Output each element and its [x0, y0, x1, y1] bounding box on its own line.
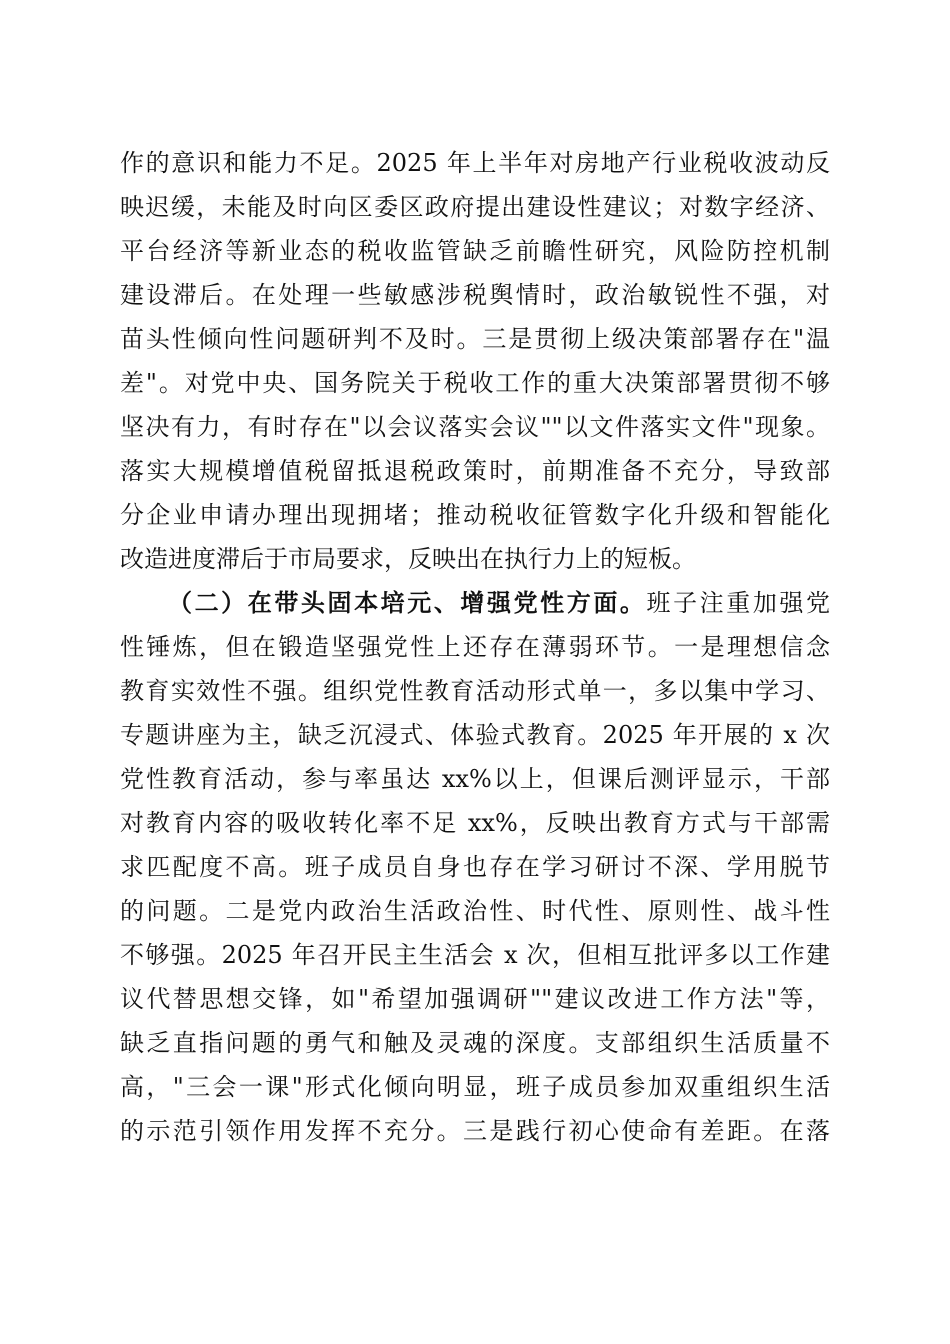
paragraph-line: 对教育内容的吸收转化率不足 xx%，反映出教育方式与干部需	[120, 809, 830, 837]
paragraph-line: 不够强。2025 年召开民主生活会 x 次，但相互批评多以工作建	[120, 941, 830, 969]
paragraph-line: 求匹配度不高。班子成员自身也存在学习研讨不深、学用脱节	[120, 853, 830, 881]
paragraph-line: 落实大规模增值税留抵退税政策时，前期准备不充分，导致部	[120, 457, 830, 485]
paragraph-line: 作的意识和能力不足。2025 年上半年对房地产行业税收波动反	[120, 149, 830, 177]
paragraph-line: 平台经济等新业态的税收监管缺乏前瞻性研究，风险防控机制	[120, 237, 830, 265]
paragraph-line: 性锤炼，但在锻造坚强党性上还存在薄弱环节。一是理想信念	[120, 633, 830, 661]
paragraph-line: 议代替思想交锋，如"希望加强调研""建议改进工作方法"等，	[120, 985, 830, 1013]
section-heading: （二）在带头固本培元、增强党性方面。	[168, 588, 647, 617]
paragraph-line: 映迟缓，未能及时向区委区政府提出建设性建议；对数字经济、	[120, 193, 830, 221]
paragraph-line: 改造进度滞后于市局要求，反映出在执行力上的短板。	[120, 545, 696, 573]
paragraph-line: 高，"三会一课"形式化倾向明显，班子成员参加双重组织生活	[120, 1073, 830, 1101]
paragraph-line: 缺乏直指问题的勇气和触及灵魂的深度。支部组织生活质量不	[120, 1029, 830, 1057]
section-heading-rest: 班子注重加强党	[646, 589, 830, 617]
paragraph-line: 教育实效性不强。组织党性教育活动形式单一，多以集中学习、	[120, 677, 830, 705]
paragraph-line: 坚决有力，有时存在"以会议落实会议""以文件落实文件"现象。	[120, 413, 830, 441]
paragraph-line: 专题讲座为主，缺乏沉浸式、体验式教育。2025 年开展的 x 次	[120, 721, 830, 749]
paragraph-line: 分企业申请办理出现拥堵；推动税收征管数字化升级和智能化	[120, 501, 830, 529]
paragraph-line: 党性教育活动，参与率虽达 xx%以上，但课后测评显示，干部	[120, 765, 830, 793]
section-heading-line	[168, 583, 830, 623]
paragraph-line: 的问题。二是党内政治生活政治性、时代性、原则性、战斗性	[120, 897, 830, 925]
paragraph-line: 差"。对党中央、国务院关于税收工作的重大决策部署贯彻不够	[120, 369, 830, 397]
paragraph-line: 建设滞后。在处理一些敏感涉税舆情时，政治敏锐性不强，对	[120, 281, 830, 309]
paragraph-line: 的示范引领作用发挥不充分。三是践行初心使命有差距。在落	[120, 1117, 830, 1145]
paragraph-line: 苗头性倾向性问题研判不及时。三是贯彻上级决策部署存在"温	[120, 325, 830, 353]
